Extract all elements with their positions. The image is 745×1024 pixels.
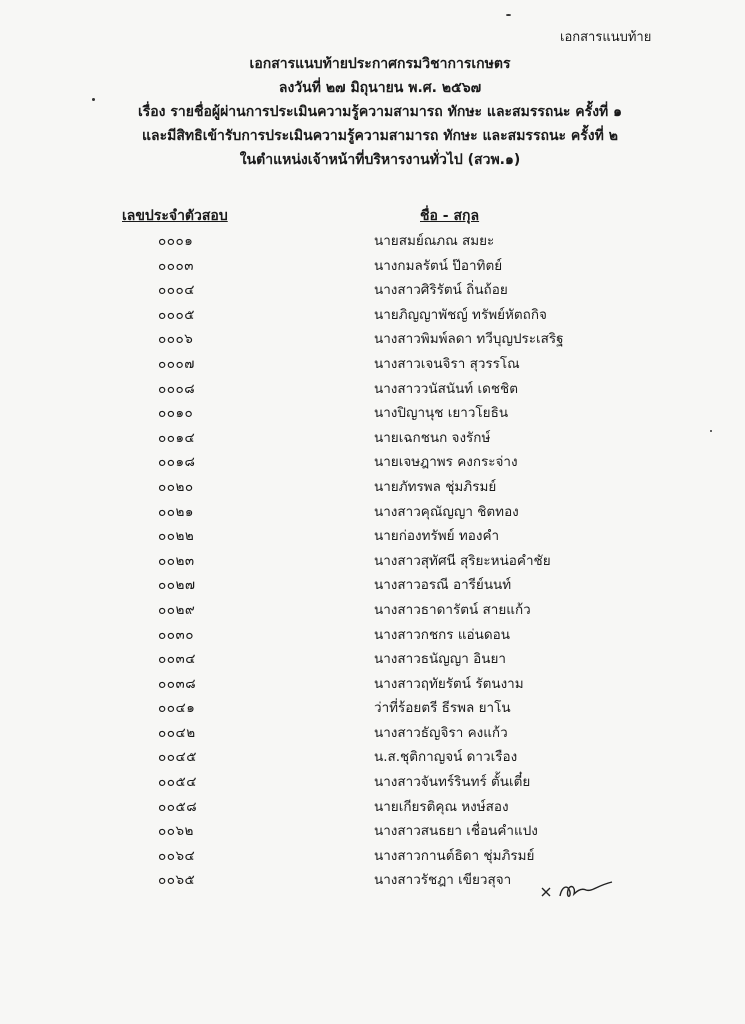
exam-id: ๐๐๒๑ xyxy=(158,503,194,520)
list-item xyxy=(0,645,745,670)
candidate-name: นางสาววนัสนันท์ เดชชิต xyxy=(374,380,518,397)
list-item xyxy=(0,252,745,277)
list-item xyxy=(0,547,745,572)
exam-id: ๐๐๓๘ xyxy=(158,675,197,692)
exam-id: ๐๐๐๖ xyxy=(158,331,194,348)
candidate-name: นางสาวกชกร แอ่นดอน xyxy=(374,626,510,643)
exam-id: ๐๐๐๑ xyxy=(158,233,194,249)
exam-id: ๐๐๔๒ xyxy=(158,724,196,741)
list-item xyxy=(0,743,745,768)
list-item xyxy=(0,399,745,424)
document-header xyxy=(60,52,700,172)
candidate-name: นายสมย์ณภณ สมยะ xyxy=(374,233,495,249)
exam-id: ๐๐๒๐ xyxy=(158,478,194,495)
exam-id: ๐๐๒๗ xyxy=(158,577,196,594)
exam-id: ๐๐๒๒ xyxy=(158,528,195,545)
candidate-name: นางสาวรัชฎา เขียวสุจา xyxy=(374,872,512,889)
candidate-name: นางสาวเจนจิรา สุวรรโณ xyxy=(374,355,520,372)
list-item xyxy=(0,817,745,842)
list-item xyxy=(0,424,745,449)
candidate-name: นายเกียรติคุณ หงษ์สอง xyxy=(374,798,509,815)
list-item xyxy=(0,522,745,547)
candidate-name: นายก่องทรัพย์ ทองคำ xyxy=(374,528,500,545)
exam-id: ๐๐๒๓ xyxy=(158,552,195,569)
list-item xyxy=(0,719,745,744)
header-subject-cont: และมีสิทธิเข้ารับการประเมินความรู้ความสามารถ ทักษะ และสมรรถนะ ครั้งที่ ๒ xyxy=(142,128,618,144)
candidate-name: นางสาวศิริรัตน์ ถิ่นถ้อย xyxy=(374,282,508,299)
candidate-name: นายเฉกชนก จงรักษ์ xyxy=(374,429,491,446)
list-item xyxy=(0,301,745,326)
exam-id: ๐๐๖๒ xyxy=(158,823,194,840)
column-header-code: เลขประจำตัวสอบ xyxy=(122,208,228,224)
header-position: ในตำแหน่งเจ้าหน้าที่บริหารงานทั่วไป (สวพ.๑) xyxy=(239,152,521,168)
exam-id: ๐๐๐๘ xyxy=(158,380,196,397)
list-item xyxy=(0,793,745,818)
exam-id: ๐๐๖๕ xyxy=(158,872,196,889)
signature-mark xyxy=(538,872,628,904)
exam-id: ๐๐๐๕ xyxy=(158,306,195,323)
list-item xyxy=(0,866,745,891)
exam-id: ๐๐๓๔ xyxy=(158,651,196,668)
list-item xyxy=(0,473,745,498)
exam-id: ๐๐๕๔ xyxy=(158,774,197,791)
candidate-name: นางสาวธัญจิรา คงแก้ว xyxy=(374,724,508,741)
exam-id: ๐๐๑๘ xyxy=(158,454,196,471)
header-title: เอกสารแนบท้ายประกาศกรมวิชาการเกษตร xyxy=(249,56,511,72)
candidate-name: นางสาวฤทัยรัตน์ รัตนงาม xyxy=(374,675,524,692)
scan-speck xyxy=(92,98,95,101)
name-list xyxy=(0,227,745,891)
exam-id: ๐๐๐๔ xyxy=(158,282,195,299)
list-item xyxy=(0,375,745,400)
candidate-name: นางสาวอรณี อารีย์นนท์ xyxy=(374,577,512,594)
list-item xyxy=(0,276,745,301)
list-item xyxy=(0,621,745,646)
candidate-name: นางสาวคุณัญญา ชิตทอง xyxy=(374,503,519,520)
candidate-name: ว่าที่ร้อยตรี ธีรพล ยาโน xyxy=(374,700,511,717)
exam-id: ๐๐๕๘ xyxy=(158,798,198,815)
list-item xyxy=(0,325,745,350)
candidate-name: นายเจษฎาพร คงกระจ่าง xyxy=(374,454,518,471)
exam-id: ๐๐๑๐ xyxy=(158,405,194,422)
candidate-name: นางปิญานุช เยาวโยธิน xyxy=(374,405,509,422)
exam-id: ๐๐๔๕ xyxy=(158,749,197,766)
list-item xyxy=(0,350,745,375)
exam-id: ๐๐๑๔ xyxy=(158,429,196,446)
list-item xyxy=(0,842,745,867)
attachment-label: เอกสารแนบท้าย xyxy=(560,30,652,45)
exam-id: ๐๐๐๗ xyxy=(158,355,195,372)
candidate-name: นางสาวธาดารัตน์ สายแก้ว xyxy=(374,601,531,618)
list-item xyxy=(0,596,745,621)
candidate-name: นางกมลรัตน์ ป๊อาทิตย์ xyxy=(374,257,503,274)
candidate-name: นายภิญญาพัชญ์ ทรัพย์หัตถกิจ xyxy=(374,306,547,323)
header-subject: เรื่อง รายชื่อผู้ผ่านการประเมินความรู้ความสามารถ ทักษะ และสมรรถนะ ครั้งที่ ๑ xyxy=(137,104,623,120)
candidate-name: นางสาวกานต์ธิดา ชุ่มภิรมย์ xyxy=(374,847,535,864)
exam-id: ๐๐๔๑ xyxy=(158,700,196,717)
candidate-name: นางสาวสนธยา เชื่อนคำแปง xyxy=(374,823,538,840)
exam-id: ๐๐๖๔ xyxy=(158,847,196,864)
candidate-name: นางสาวสุทัศนี สุริยะหน่อคำชัย xyxy=(374,552,551,569)
header-date: ลงวันที่ ๒๗ มิถุนายน พ.ศ. ๒๕๖๗ xyxy=(278,80,482,96)
exam-id: ๐๐๓๐ xyxy=(158,626,194,643)
list-item xyxy=(0,448,745,473)
scan-speck xyxy=(506,14,511,16)
list-item xyxy=(0,571,745,596)
candidate-name: นางสาวจันทร์รินทร์ ตั้นเตี๋ย xyxy=(374,774,531,791)
list-item xyxy=(0,498,745,523)
candidate-name: นายภัทรพล ชุ่มภิรมย์ xyxy=(374,478,497,495)
candidate-name: น.ส.ชุติกาญจน์ ดาวเรือง xyxy=(374,749,518,766)
list-item xyxy=(0,670,745,695)
exam-id: ๐๐๒๙ xyxy=(158,601,196,618)
candidate-name: นางสาวพิมพ์ลดา ทวีบุญประเสริฐ xyxy=(374,331,564,348)
column-header-name: ชื่อ - สกุล xyxy=(420,208,480,224)
candidate-name: นางสาวธนัญญา อินยา xyxy=(374,651,506,668)
scan-speck xyxy=(710,430,712,432)
list-item xyxy=(0,694,745,719)
exam-id: ๐๐๐๓ xyxy=(158,257,194,274)
list-item xyxy=(0,768,745,793)
list-item xyxy=(0,227,745,252)
